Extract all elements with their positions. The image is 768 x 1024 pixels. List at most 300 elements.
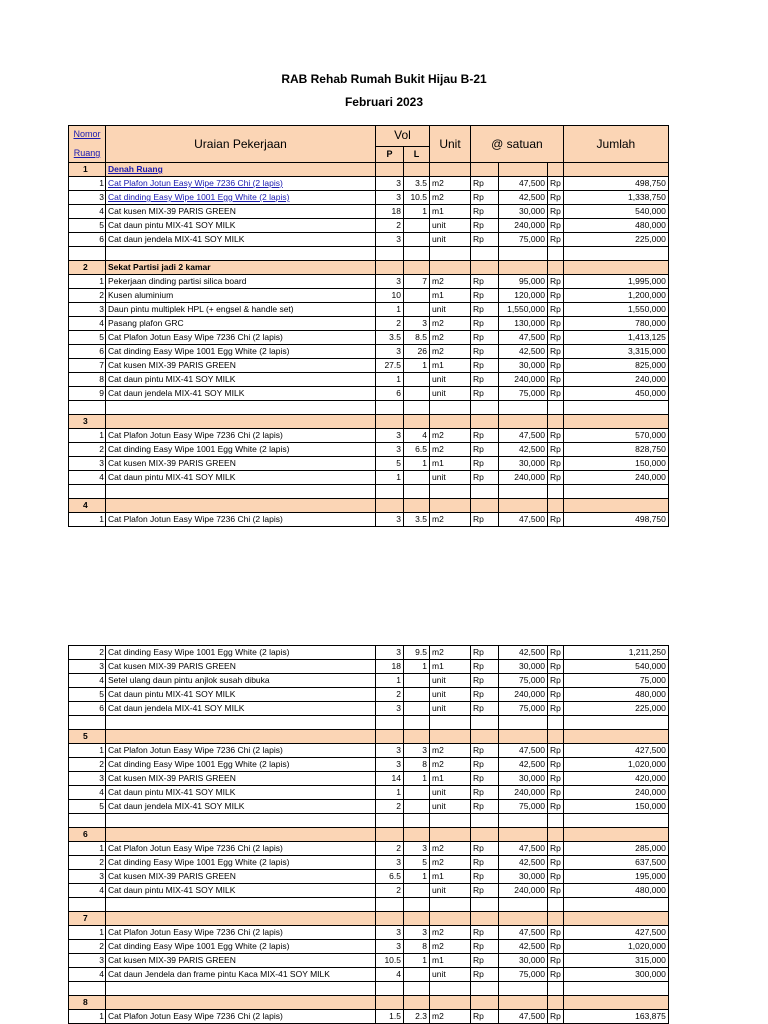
harga-satuan: 240,000	[499, 471, 548, 485]
harga-satuan: 42,500	[499, 191, 548, 205]
table-header-row	[69, 126, 669, 147]
vol-l: 9.5	[404, 646, 430, 660]
item-description	[106, 674, 376, 688]
unit: unit	[430, 702, 471, 716]
item-description	[106, 177, 376, 191]
currency-satuan: Rp	[471, 219, 499, 233]
section-row	[69, 415, 669, 429]
vol-p: 3	[376, 191, 404, 205]
vol-p: 3	[376, 744, 404, 758]
item-row	[69, 660, 669, 674]
unit: m2	[430, 842, 471, 856]
empty-cell	[376, 814, 404, 828]
vol-l: 3.5	[404, 513, 430, 527]
unit: m1	[430, 870, 471, 884]
item-description	[106, 1010, 376, 1024]
vol-l: 26	[404, 345, 430, 359]
currency-satuan: Rp	[471, 303, 499, 317]
empty-cell	[563, 996, 668, 1010]
item-number: 6	[69, 345, 106, 359]
room-number: 5	[69, 730, 106, 744]
header-satuan: @ satuan	[471, 126, 564, 163]
empty-cell	[404, 499, 430, 513]
item-number: 1	[69, 926, 106, 940]
item-description	[106, 800, 376, 814]
item-description	[106, 387, 376, 401]
unit: unit	[430, 884, 471, 898]
unit: m1	[430, 772, 471, 786]
empty-cell	[404, 828, 430, 842]
empty-cell	[376, 499, 404, 513]
room-number: 3	[69, 415, 106, 429]
empty-cell	[499, 163, 548, 177]
harga-satuan: 30,000	[499, 660, 548, 674]
currency-satuan: Rp	[471, 317, 499, 331]
item-description-text: Daun pintu multiplek HPL (+ engsel & handle set)	[108, 304, 294, 314]
item-number: 6	[69, 233, 106, 247]
header-unit: Unit	[430, 126, 471, 163]
item-description-link[interactable]: Cat Plafon Jotun Easy Wipe 7236 Chi (2 lapis)	[108, 178, 283, 188]
jumlah: 540,000	[563, 205, 668, 219]
jumlah: 1,020,000	[563, 940, 668, 954]
empty-cell	[404, 485, 430, 499]
unit: unit	[430, 233, 471, 247]
vol-p: 3	[376, 177, 404, 191]
room-number: 4	[69, 499, 106, 513]
currency-satuan: Rp	[471, 387, 499, 401]
item-number: 1	[69, 744, 106, 758]
jumlah: 3,315,000	[563, 345, 668, 359]
empty-cell	[499, 499, 548, 513]
header-nomor-link[interactable]: Nomor	[73, 129, 101, 139]
currency-satuan: Rp	[471, 856, 499, 870]
jumlah: 420,000	[563, 772, 668, 786]
vol-p: 18	[376, 660, 404, 674]
item-row	[69, 513, 669, 527]
header-ruang-link[interactable]: Ruang	[73, 148, 101, 158]
item-description	[106, 660, 376, 674]
unit: m2	[430, 758, 471, 772]
currency-satuan: Rp	[471, 646, 499, 660]
harga-satuan: 47,500	[499, 842, 548, 856]
item-number: 2	[69, 289, 106, 303]
harga-satuan: 42,500	[499, 646, 548, 660]
item-number: 1	[69, 275, 106, 289]
section-title	[106, 499, 376, 513]
empty-cell	[404, 814, 430, 828]
empty-cell	[563, 401, 668, 415]
unit: m1	[430, 359, 471, 373]
vol-l: 1	[404, 772, 430, 786]
empty-cell	[404, 982, 430, 996]
jumlah: 75,000	[563, 674, 668, 688]
item-description	[106, 219, 376, 233]
unit: m2	[430, 275, 471, 289]
harga-satuan: 42,500	[499, 443, 548, 457]
jumlah: 240,000	[563, 786, 668, 800]
empty-cell	[499, 716, 548, 730]
item-description	[106, 688, 376, 702]
item-row	[69, 674, 669, 688]
currency-jumlah: Rp	[548, 317, 564, 331]
currency-satuan: Rp	[471, 786, 499, 800]
empty-cell	[404, 163, 430, 177]
blank-row	[69, 982, 669, 996]
harga-satuan: 47,500	[499, 429, 548, 443]
jumlah: 285,000	[563, 842, 668, 856]
currency-satuan: Rp	[471, 191, 499, 205]
item-description-text: Cat daun pintu MIX-41 SOY MILK	[108, 885, 236, 895]
empty-cell	[106, 814, 376, 828]
jumlah: 825,000	[563, 359, 668, 373]
item-description	[106, 345, 376, 359]
unit: m2	[430, 345, 471, 359]
item-description	[106, 744, 376, 758]
room-number: 1	[69, 163, 106, 177]
empty-cell	[69, 898, 106, 912]
item-description-text: Cat Plafon Jotun Easy Wipe 7236 Chi (2 lapis)	[108, 514, 283, 524]
vol-l: 1	[404, 359, 430, 373]
currency-satuan: Rp	[471, 177, 499, 191]
empty-cell	[471, 828, 499, 842]
item-description-link[interactable]: Cat dinding Easy Wipe 1001 Egg White (2 lapis)	[108, 192, 290, 202]
empty-cell	[430, 912, 471, 926]
section-row	[69, 261, 669, 275]
item-number: 3	[69, 191, 106, 205]
item-number: 3	[69, 660, 106, 674]
section-title-link[interactable]: Denah Ruang	[108, 164, 163, 174]
harga-satuan: 42,500	[499, 940, 548, 954]
empty-cell	[548, 996, 564, 1010]
vol-p: 1	[376, 303, 404, 317]
item-row	[69, 331, 669, 345]
empty-cell	[548, 828, 564, 842]
item-number: 3	[69, 954, 106, 968]
section-title	[106, 415, 376, 429]
item-row	[69, 471, 669, 485]
item-number: 5	[69, 331, 106, 345]
empty-cell	[376, 982, 404, 996]
item-row	[69, 772, 669, 786]
jumlah: 225,000	[563, 233, 668, 247]
empty-cell	[376, 485, 404, 499]
harga-satuan: 75,000	[499, 387, 548, 401]
harga-satuan: 95,000	[499, 275, 548, 289]
empty-cell	[548, 163, 564, 177]
empty-cell	[106, 716, 376, 730]
vol-l	[404, 884, 430, 898]
empty-cell	[376, 898, 404, 912]
jumlah: 570,000	[563, 429, 668, 443]
unit: unit	[430, 387, 471, 401]
item-row	[69, 191, 669, 205]
empty-cell	[430, 716, 471, 730]
vol-p: 3	[376, 345, 404, 359]
empty-cell	[430, 814, 471, 828]
empty-cell	[404, 247, 430, 261]
empty-cell	[499, 828, 548, 842]
item-number: 9	[69, 387, 106, 401]
item-row	[69, 758, 669, 772]
vol-p: 18	[376, 205, 404, 219]
item-number: 3	[69, 772, 106, 786]
jumlah: 163,875	[563, 1010, 668, 1024]
jumlah: 315,000	[563, 954, 668, 968]
vol-l: 3.5	[404, 177, 430, 191]
currency-satuan: Rp	[471, 800, 499, 814]
currency-jumlah: Rp	[548, 429, 564, 443]
vol-p: 2	[376, 317, 404, 331]
item-number: 3	[69, 457, 106, 471]
item-description	[106, 926, 376, 940]
empty-cell	[563, 499, 668, 513]
item-description-text: Cat kusen MIX-39 PARIS GREEN	[108, 871, 236, 881]
unit: unit	[430, 373, 471, 387]
vol-l	[404, 702, 430, 716]
vol-l: 7	[404, 275, 430, 289]
jumlah: 240,000	[563, 373, 668, 387]
item-description	[106, 856, 376, 870]
harga-satuan: 75,000	[499, 968, 548, 982]
harga-satuan: 42,500	[499, 345, 548, 359]
currency-jumlah: Rp	[548, 359, 564, 373]
empty-cell	[499, 247, 548, 261]
empty-cell	[563, 912, 668, 926]
unit: unit	[430, 688, 471, 702]
item-number: 4	[69, 786, 106, 800]
empty-cell	[471, 247, 499, 261]
blank-row	[69, 485, 669, 499]
empty-cell	[548, 982, 564, 996]
vol-l	[404, 289, 430, 303]
item-description	[106, 331, 376, 345]
currency-satuan: Rp	[471, 359, 499, 373]
currency-satuan: Rp	[471, 205, 499, 219]
item-number: 1	[69, 513, 106, 527]
empty-cell	[563, 247, 668, 261]
item-description-text: Kusen aluminium	[108, 290, 174, 300]
item-description-text: Cat kusen MIX-39 PARIS GREEN	[108, 206, 236, 216]
section-row	[69, 163, 669, 177]
item-description-text: Cat daun pintu MIX-41 SOY MILK	[108, 787, 236, 797]
empty-cell	[404, 996, 430, 1010]
harga-satuan: 47,500	[499, 331, 548, 345]
currency-satuan: Rp	[471, 275, 499, 289]
vol-p: 1	[376, 786, 404, 800]
unit: m1	[430, 457, 471, 471]
vol-l: 5	[404, 856, 430, 870]
currency-jumlah: Rp	[548, 387, 564, 401]
vol-p: 6	[376, 387, 404, 401]
jumlah: 498,750	[563, 177, 668, 191]
unit: m2	[430, 856, 471, 870]
empty-cell	[499, 415, 548, 429]
item-number: 4	[69, 205, 106, 219]
vol-l: 8.5	[404, 331, 430, 345]
item-description-text: Cat dinding Easy Wipe 1001 Egg White (2 lapis)	[108, 759, 290, 769]
unit: m2	[430, 191, 471, 205]
empty-cell	[404, 415, 430, 429]
vol-p: 3	[376, 275, 404, 289]
vol-l	[404, 373, 430, 387]
vol-p: 2	[376, 219, 404, 233]
currency-satuan: Rp	[471, 429, 499, 443]
empty-cell	[471, 814, 499, 828]
item-number: 1	[69, 177, 106, 191]
harga-satuan: 47,500	[499, 177, 548, 191]
vol-l	[404, 786, 430, 800]
item-row	[69, 219, 669, 233]
header-jumlah: Jumlah	[563, 126, 668, 163]
currency-jumlah: Rp	[548, 926, 564, 940]
currency-satuan: Rp	[471, 926, 499, 940]
empty-cell	[563, 716, 668, 730]
vol-l: 1	[404, 660, 430, 674]
blank-row	[69, 716, 669, 730]
currency-jumlah: Rp	[548, 177, 564, 191]
item-row	[69, 345, 669, 359]
empty-cell	[499, 485, 548, 499]
jumlah: 637,500	[563, 856, 668, 870]
item-number: 6	[69, 702, 106, 716]
item-description	[106, 373, 376, 387]
room-number: 7	[69, 912, 106, 926]
item-row	[69, 289, 669, 303]
empty-cell	[471, 996, 499, 1010]
vol-p: 2	[376, 842, 404, 856]
section-title	[106, 163, 376, 177]
header-nomor-ruang	[69, 126, 106, 163]
item-description	[106, 513, 376, 527]
currency-jumlah: Rp	[548, 660, 564, 674]
rab-table-page-2	[68, 645, 669, 1024]
vol-l: 2.3	[404, 1010, 430, 1024]
header-vol-p: P	[376, 146, 404, 162]
item-number: 2	[69, 856, 106, 870]
item-row	[69, 744, 669, 758]
currency-satuan: Rp	[471, 758, 499, 772]
vol-p: 1.5	[376, 1010, 404, 1024]
item-row	[69, 842, 669, 856]
empty-cell	[69, 982, 106, 996]
empty-cell	[430, 996, 471, 1010]
vol-l: 3	[404, 744, 430, 758]
harga-satuan: 240,000	[499, 786, 548, 800]
empty-cell	[563, 730, 668, 744]
empty-cell	[548, 499, 564, 513]
empty-cell	[69, 814, 106, 828]
harga-satuan: 30,000	[499, 359, 548, 373]
empty-cell	[471, 415, 499, 429]
unit: m2	[430, 443, 471, 457]
empty-cell	[69, 485, 106, 499]
empty-cell	[471, 716, 499, 730]
empty-cell	[404, 261, 430, 275]
vol-p: 3	[376, 513, 404, 527]
room-number: 8	[69, 996, 106, 1010]
section-title-text: Sekat Partisi jadi 2 kamar	[108, 262, 211, 272]
unit: unit	[430, 800, 471, 814]
currency-jumlah: Rp	[548, 289, 564, 303]
item-row	[69, 870, 669, 884]
item-number: 4	[69, 471, 106, 485]
empty-cell	[430, 730, 471, 744]
item-description	[106, 646, 376, 660]
currency-jumlah: Rp	[548, 786, 564, 800]
jumlah: 1,550,000	[563, 303, 668, 317]
empty-cell	[499, 401, 548, 415]
item-description	[106, 940, 376, 954]
item-number: 4	[69, 317, 106, 331]
currency-jumlah: Rp	[548, 345, 564, 359]
currency-jumlah: Rp	[548, 870, 564, 884]
currency-satuan: Rp	[471, 660, 499, 674]
item-description-text: Cat dinding Easy Wipe 1001 Egg White (2 lapis)	[108, 444, 290, 454]
empty-cell	[499, 996, 548, 1010]
rab-table-page-1	[68, 125, 669, 527]
vol-l: 8	[404, 940, 430, 954]
vol-p: 10.5	[376, 954, 404, 968]
item-description	[106, 842, 376, 856]
room-number: 6	[69, 828, 106, 842]
item-description-text: Cat daun jendela MIX-41 SOY MILK	[108, 234, 245, 244]
item-row	[69, 940, 669, 954]
vol-p: 2	[376, 688, 404, 702]
item-row	[69, 303, 669, 317]
unit: m1	[430, 954, 471, 968]
vol-p: 3	[376, 926, 404, 940]
item-description-text: Cat Plafon Jotun Easy Wipe 7236 Chi (2 lapis)	[108, 430, 283, 440]
empty-cell	[69, 401, 106, 415]
unit: m2	[430, 646, 471, 660]
unit: m1	[430, 660, 471, 674]
harga-satuan: 30,000	[499, 205, 548, 219]
empty-cell	[499, 814, 548, 828]
empty-cell	[499, 912, 548, 926]
vol-p: 14	[376, 772, 404, 786]
jumlah: 1,995,000	[563, 275, 668, 289]
currency-satuan: Rp	[471, 940, 499, 954]
vol-l: 10.5	[404, 191, 430, 205]
empty-cell	[376, 261, 404, 275]
item-description-text: Cat Plafon Jotun Easy Wipe 7236 Chi (2 lapis)	[108, 927, 283, 937]
vol-p: 3	[376, 758, 404, 772]
header-vol-l: L	[404, 146, 430, 162]
unit: unit	[430, 968, 471, 982]
currency-jumlah: Rp	[548, 513, 564, 527]
vol-p: 3	[376, 646, 404, 660]
empty-cell	[471, 898, 499, 912]
vol-l	[404, 674, 430, 688]
blank-row	[69, 814, 669, 828]
item-description	[106, 429, 376, 443]
item-row	[69, 359, 669, 373]
empty-cell	[404, 912, 430, 926]
jumlah: 427,500	[563, 926, 668, 940]
vol-l	[404, 387, 430, 401]
harga-satuan: 130,000	[499, 317, 548, 331]
jumlah: 1,020,000	[563, 758, 668, 772]
item-description-text: Cat dinding Easy Wipe 1001 Egg White (2 lapis)	[108, 857, 290, 867]
item-number: 1	[69, 842, 106, 856]
empty-cell	[430, 261, 471, 275]
vol-p: 3	[376, 702, 404, 716]
item-description-text: Cat daun jendela MIX-41 SOY MILK	[108, 703, 245, 713]
currency-satuan: Rp	[471, 702, 499, 716]
empty-cell	[430, 415, 471, 429]
item-row	[69, 233, 669, 247]
item-description-text: Pekerjaan dinding partisi silica board	[108, 276, 247, 286]
